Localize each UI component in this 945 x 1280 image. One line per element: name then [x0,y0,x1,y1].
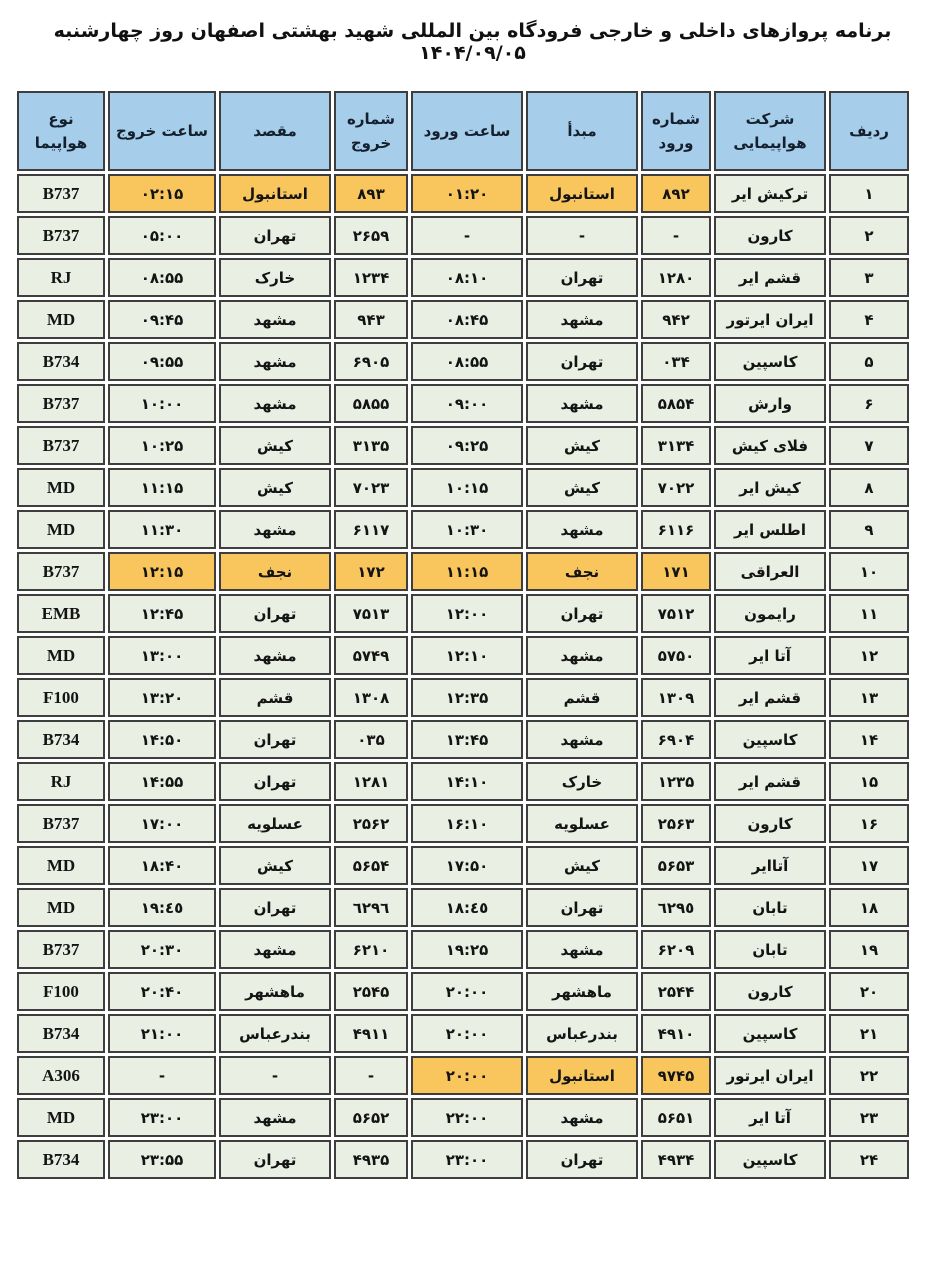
cell-departure-number: ۱۲۳۴ [334,258,408,297]
cell-arrival-number: ۶۱۱۶ [641,510,711,549]
cell-arrival-number: ۳۱۳۴ [641,426,711,465]
cell-destination: - [219,1056,331,1095]
cell-row-no: ۲ [829,216,909,255]
cell-origin: استانبول [526,174,638,213]
cell-arrival-number: ۸۹۲ [641,174,711,213]
cell-origin: استانبول [526,1056,638,1095]
table-row [17,300,909,339]
cell-departure-time: ۰۹:۵۵ [108,342,216,381]
cell-origin: خارک [526,762,638,801]
cell-arrival-time: ۲۰:۰۰ [411,972,523,1011]
cell-origin: قشم [526,678,638,717]
cell-aircraft: B734 [17,1014,105,1053]
cell-arrival-time: ١٨:٤٥ [411,888,523,927]
cell-row-no: ۱۹ [829,930,909,969]
cell-airline: رایمون [714,594,826,633]
cell-arrival-time: ۲۰:۰۰ [411,1056,523,1095]
table-row [17,1140,909,1179]
cell-aircraft: B737 [17,384,105,423]
cell-origin: کیش [526,426,638,465]
table-row [17,468,909,507]
cell-departure-number: ۷۵۱۳ [334,594,408,633]
cell-departure-number: - [334,1056,408,1095]
cell-destination: ماهشهر [219,972,331,1011]
cell-destination: عسلویه [219,804,331,843]
cell-row-no: ۱۱ [829,594,909,633]
cell-row-no: ۱۸ [829,888,909,927]
cell-departure-time: ۰۹:۴۵ [108,300,216,339]
cell-arrival-number: ۰۳۴ [641,342,711,381]
cell-airline: ایران ایرتور [714,300,826,339]
cell-departure-time: ۱۸:۴۰ [108,846,216,885]
cell-airline: آتا ایر [714,636,826,675]
header-arrival-time: ساعت ورود [411,91,523,171]
cell-destination: مشهد [219,510,331,549]
cell-origin: مشهد [526,1098,638,1137]
cell-row-no: ۹ [829,510,909,549]
cell-departure-number: ۱۳۰۸ [334,678,408,717]
table-row [17,636,909,675]
cell-destination: مشهد [219,636,331,675]
cell-departure-number: ۶۲۱۰ [334,930,408,969]
cell-origin: کیش [526,846,638,885]
table-row [17,972,909,1011]
cell-destination: مشهد [219,300,331,339]
cell-arrival-time: ۱۲:۰۰ [411,594,523,633]
cell-row-no: ۱۴ [829,720,909,759]
cell-departure-number: ۵۶۵۴ [334,846,408,885]
cell-aircraft: MD [17,846,105,885]
cell-departure-number: ۷۰۲۳ [334,468,408,507]
cell-arrival-number: ۵۶۵۳ [641,846,711,885]
cell-departure-number: ۱۷۲ [334,552,408,591]
table-row [17,678,909,717]
cell-aircraft: RJ [17,258,105,297]
cell-row-no: ۵ [829,342,909,381]
cell-aircraft: MD [17,468,105,507]
cell-departure-number: ۴۹۱۱ [334,1014,408,1053]
cell-destination: تهران [219,216,331,255]
cell-destination: خارک [219,258,331,297]
cell-origin: تهران [526,888,638,927]
table-row [17,888,909,927]
cell-aircraft: MD [17,636,105,675]
cell-airline: تابان [714,888,826,927]
cell-airline: ایران ایرتور [714,1056,826,1095]
cell-arrival-time: ۱۴:۱۰ [411,762,523,801]
cell-origin: مشهد [526,636,638,675]
cell-aircraft: B737 [17,930,105,969]
table-row [17,258,909,297]
header-departure-number: شماره خروج [334,91,408,171]
cell-arrival-time: ۱۲:۳۵ [411,678,523,717]
table-row [17,1056,909,1095]
cell-aircraft: A306 [17,1056,105,1095]
cell-departure-time: ۰۸:۵۵ [108,258,216,297]
cell-airline: کارون [714,216,826,255]
cell-arrival-time: ۲۲:۰۰ [411,1098,523,1137]
cell-departure-number: ۱۲۸۱ [334,762,408,801]
cell-departure-number: ۲۵۶۲ [334,804,408,843]
cell-destination: مشهد [219,342,331,381]
cell-aircraft: B737 [17,552,105,591]
cell-airline: آتاایر [714,846,826,885]
cell-airline: کاسپین [714,1014,826,1053]
cell-arrival-time: - [411,216,523,255]
cell-airline: اطلس ایر [714,510,826,549]
cell-aircraft: B734 [17,720,105,759]
cell-row-no: ۱۲ [829,636,909,675]
cell-departure-time: ۲۱:۰۰ [108,1014,216,1053]
cell-destination: تهران [219,1140,331,1179]
cell-airline: کارون [714,804,826,843]
cell-aircraft: B737 [17,426,105,465]
cell-departure-number: ۲۶۵۹ [334,216,408,255]
cell-arrival-number: ۲۵۴۴ [641,972,711,1011]
cell-origin: مشهد [526,720,638,759]
page-title: برنامه پروازهای داخلی و خارجی فرودگاه بین المللی شهید بهشتی اصفهان روز چهارشنبه ۱۴۰۴/۰۹/۰۵ [53,20,892,64]
table-row [17,930,909,969]
cell-destination: کیش [219,846,331,885]
cell-destination: تهران [219,720,331,759]
cell-row-no: ۲۳ [829,1098,909,1137]
cell-aircraft: B737 [17,216,105,255]
cell-departure-time: ۱۷:۰۰ [108,804,216,843]
cell-arrival-time: ۲۰:۰۰ [411,1014,523,1053]
cell-arrival-time: ۱۷:۵۰ [411,846,523,885]
cell-departure-time: ۱۴:۵۵ [108,762,216,801]
cell-departure-time: ۲۳:۵۵ [108,1140,216,1179]
cell-origin: مشهد [526,384,638,423]
cell-row-no: ۲۰ [829,972,909,1011]
cell-departure-time: ۱۳:۲۰ [108,678,216,717]
cell-aircraft: RJ [17,762,105,801]
cell-departure-number: ۵۷۴۹ [334,636,408,675]
cell-row-no: ۱۶ [829,804,909,843]
cell-aircraft: MD [17,510,105,549]
cell-airline: کیش ایر [714,468,826,507]
cell-origin: نجف [526,552,638,591]
cell-arrival-time: ۱۶:۱۰ [411,804,523,843]
cell-row-no: ۸ [829,468,909,507]
table-row [17,216,909,255]
table-row [17,762,909,801]
cell-departure-number: ۵۶۵۲ [334,1098,408,1137]
cell-destination: مشهد [219,930,331,969]
cell-arrival-number: ۹۴۲ [641,300,711,339]
cell-arrival-number: ۱۲۸۰ [641,258,711,297]
flight-table-body [17,174,909,1179]
cell-destination: بندرعباس [219,1014,331,1053]
cell-arrival-time: ۱۰:۳۰ [411,510,523,549]
cell-departure-time: ۱۰:۰۰ [108,384,216,423]
cell-departure-number: ٦٢٩٦ [334,888,408,927]
cell-arrival-number: ٦٢٩٥ [641,888,711,927]
cell-row-no: ۱۷ [829,846,909,885]
cell-airline: فلای کیش [714,426,826,465]
table-row [17,426,909,465]
header-destination: مقصد [219,91,331,171]
cell-origin: مشهد [526,300,638,339]
table-row [17,510,909,549]
header-row-number: ردیف [829,91,909,171]
cell-arrival-time: ۲۳:۰۰ [411,1140,523,1179]
cell-departure-time: ۱۱:۳۰ [108,510,216,549]
cell-departure-number: ۴۹۳۵ [334,1140,408,1179]
cell-airline: کارون [714,972,826,1011]
table-row [17,594,909,633]
header-row [17,91,909,171]
cell-airline: کاسپین [714,1140,826,1179]
cell-airline: قشم ایر [714,762,826,801]
cell-destination: کیش [219,426,331,465]
cell-row-no: ۶ [829,384,909,423]
cell-arrival-time: ۱۳:۴۵ [411,720,523,759]
cell-arrival-number: ۴۹۳۴ [641,1140,711,1179]
cell-arrival-number: ۴۹۱۰ [641,1014,711,1053]
cell-origin: ماهشهر [526,972,638,1011]
cell-airline: آتا ایر [714,1098,826,1137]
cell-aircraft: B734 [17,1140,105,1179]
cell-departure-time: ۱۲:۱۵ [108,552,216,591]
cell-departure-time: ۱۰:۲۵ [108,426,216,465]
cell-destination: تهران [219,594,331,633]
cell-row-no: ۱ [829,174,909,213]
cell-arrival-time: ۰۸:۴۵ [411,300,523,339]
cell-departure-time: ۲۳:۰۰ [108,1098,216,1137]
cell-origin: بندرعباس [526,1014,638,1053]
cell-aircraft: B734 [17,342,105,381]
cell-departure-time: ۱۳:۰۰ [108,636,216,675]
cell-destination: مشهد [219,384,331,423]
cell-departure-number: ۹۴۳ [334,300,408,339]
cell-aircraft: B737 [17,804,105,843]
table-row [17,384,909,423]
cell-aircraft: MD [17,888,105,927]
cell-departure-number: ۶۱۱۷ [334,510,408,549]
cell-departure-time: - [108,1056,216,1095]
cell-airline: کاسپین [714,720,826,759]
cell-destination: تهران [219,888,331,927]
cell-arrival-number: ۹۷۴۵ [641,1056,711,1095]
cell-arrival-number: ۷۰۲۲ [641,468,711,507]
cell-arrival-time: ۰۸:۱۰ [411,258,523,297]
table-row [17,174,909,213]
cell-departure-number: ۰۳۵ [334,720,408,759]
cell-row-no: ۳ [829,258,909,297]
cell-airline: وارش [714,384,826,423]
cell-airline: تابان [714,930,826,969]
table-row [17,1098,909,1137]
cell-origin: - [526,216,638,255]
table-row [17,846,909,885]
cell-departure-number: ۵۸۵۵ [334,384,408,423]
cell-arrival-number: ۱۷۱ [641,552,711,591]
cell-departure-time: ۰۲:۱۵ [108,174,216,213]
cell-airline: العراقی [714,552,826,591]
cell-row-no: ۷ [829,426,909,465]
cell-row-no: ۲۴ [829,1140,909,1179]
table-row [17,1014,909,1053]
header-airline: شرکت هواپیمایی [714,91,826,171]
cell-destination: نجف [219,552,331,591]
table-row [17,552,909,591]
cell-destination: کیش [219,468,331,507]
cell-airline: قشم ایر [714,678,826,717]
cell-row-no: ۱۳ [829,678,909,717]
cell-airline: ترکیش ایر [714,174,826,213]
cell-row-no: ۴ [829,300,909,339]
cell-arrival-number: ۵۶۵۱ [641,1098,711,1137]
header-aircraft-type: نوع هواپیما [17,91,105,171]
cell-row-no: ۱۵ [829,762,909,801]
cell-arrival-time: ۰۹:۲۵ [411,426,523,465]
cell-arrival-time: ۰۸:۵۵ [411,342,523,381]
cell-aircraft: MD [17,300,105,339]
cell-departure-time: ۱۱:۱۵ [108,468,216,507]
cell-arrival-number: ۵۸۵۴ [641,384,711,423]
cell-aircraft: MD [17,1098,105,1137]
cell-row-no: ۲۱ [829,1014,909,1053]
cell-arrival-number: - [641,216,711,255]
cell-origin: مشهد [526,930,638,969]
cell-origin: کیش [526,468,638,507]
cell-arrival-time: ۰۹:۰۰ [411,384,523,423]
cell-arrival-number: ۱۳۰۹ [641,678,711,717]
flight-table [14,88,912,1182]
cell-arrival-number: ۲۵۶۳ [641,804,711,843]
cell-arrival-number: ۶۹۰۴ [641,720,711,759]
cell-arrival-time: ۰۱:۲۰ [411,174,523,213]
table-row [17,804,909,843]
cell-origin: تهران [526,1140,638,1179]
cell-airline: قشم ایر [714,258,826,297]
cell-arrival-number: ۷۵۱۲ [641,594,711,633]
header-arrival-number: شماره ورود [641,91,711,171]
cell-origin: تهران [526,594,638,633]
cell-departure-time: ۰۵:۰۰ [108,216,216,255]
cell-arrival-number: ۱۲۳۵ [641,762,711,801]
cell-destination: قشم [219,678,331,717]
cell-arrival-time: ۱۹:۲۵ [411,930,523,969]
cell-departure-time: ۲۰:۴۰ [108,972,216,1011]
cell-destination: تهران [219,762,331,801]
cell-aircraft: B737 [17,174,105,213]
header-departure-time: ساعت خروج [108,91,216,171]
table-row [17,342,909,381]
cell-origin: تهران [526,258,638,297]
cell-departure-number: ۶۹۰۵ [334,342,408,381]
cell-departure-time: ۲۰:۳۰ [108,930,216,969]
cell-origin: مشهد [526,510,638,549]
cell-arrival-time: ۱۲:۱۰ [411,636,523,675]
cell-arrival-time: ۱۰:۱۵ [411,468,523,507]
cell-departure-number: ۸۹۳ [334,174,408,213]
cell-departure-number: ۲۵۴۵ [334,972,408,1011]
cell-aircraft: F100 [17,972,105,1011]
cell-airline: کاسپین [714,342,826,381]
cell-departure-time: ۱۴:۵۰ [108,720,216,759]
cell-destination: استانبول [219,174,331,213]
cell-arrival-number: ۵۷۵۰ [641,636,711,675]
cell-aircraft: F100 [17,678,105,717]
cell-arrival-number: ۶۲۰۹ [641,930,711,969]
header-origin: مبدأ [526,91,638,171]
cell-departure-time: ۱۲:۴۵ [108,594,216,633]
cell-origin: تهران [526,342,638,381]
cell-row-no: ۱۰ [829,552,909,591]
cell-departure-time: ١٩:٤٥ [108,888,216,927]
cell-arrival-time: ۱۱:۱۵ [411,552,523,591]
cell-origin: عسلویه [526,804,638,843]
cell-aircraft: EMB [17,594,105,633]
cell-destination: مشهد [219,1098,331,1137]
cell-row-no: ۲۲ [829,1056,909,1095]
table-row [17,720,909,759]
cell-departure-number: ۳۱۳۵ [334,426,408,465]
